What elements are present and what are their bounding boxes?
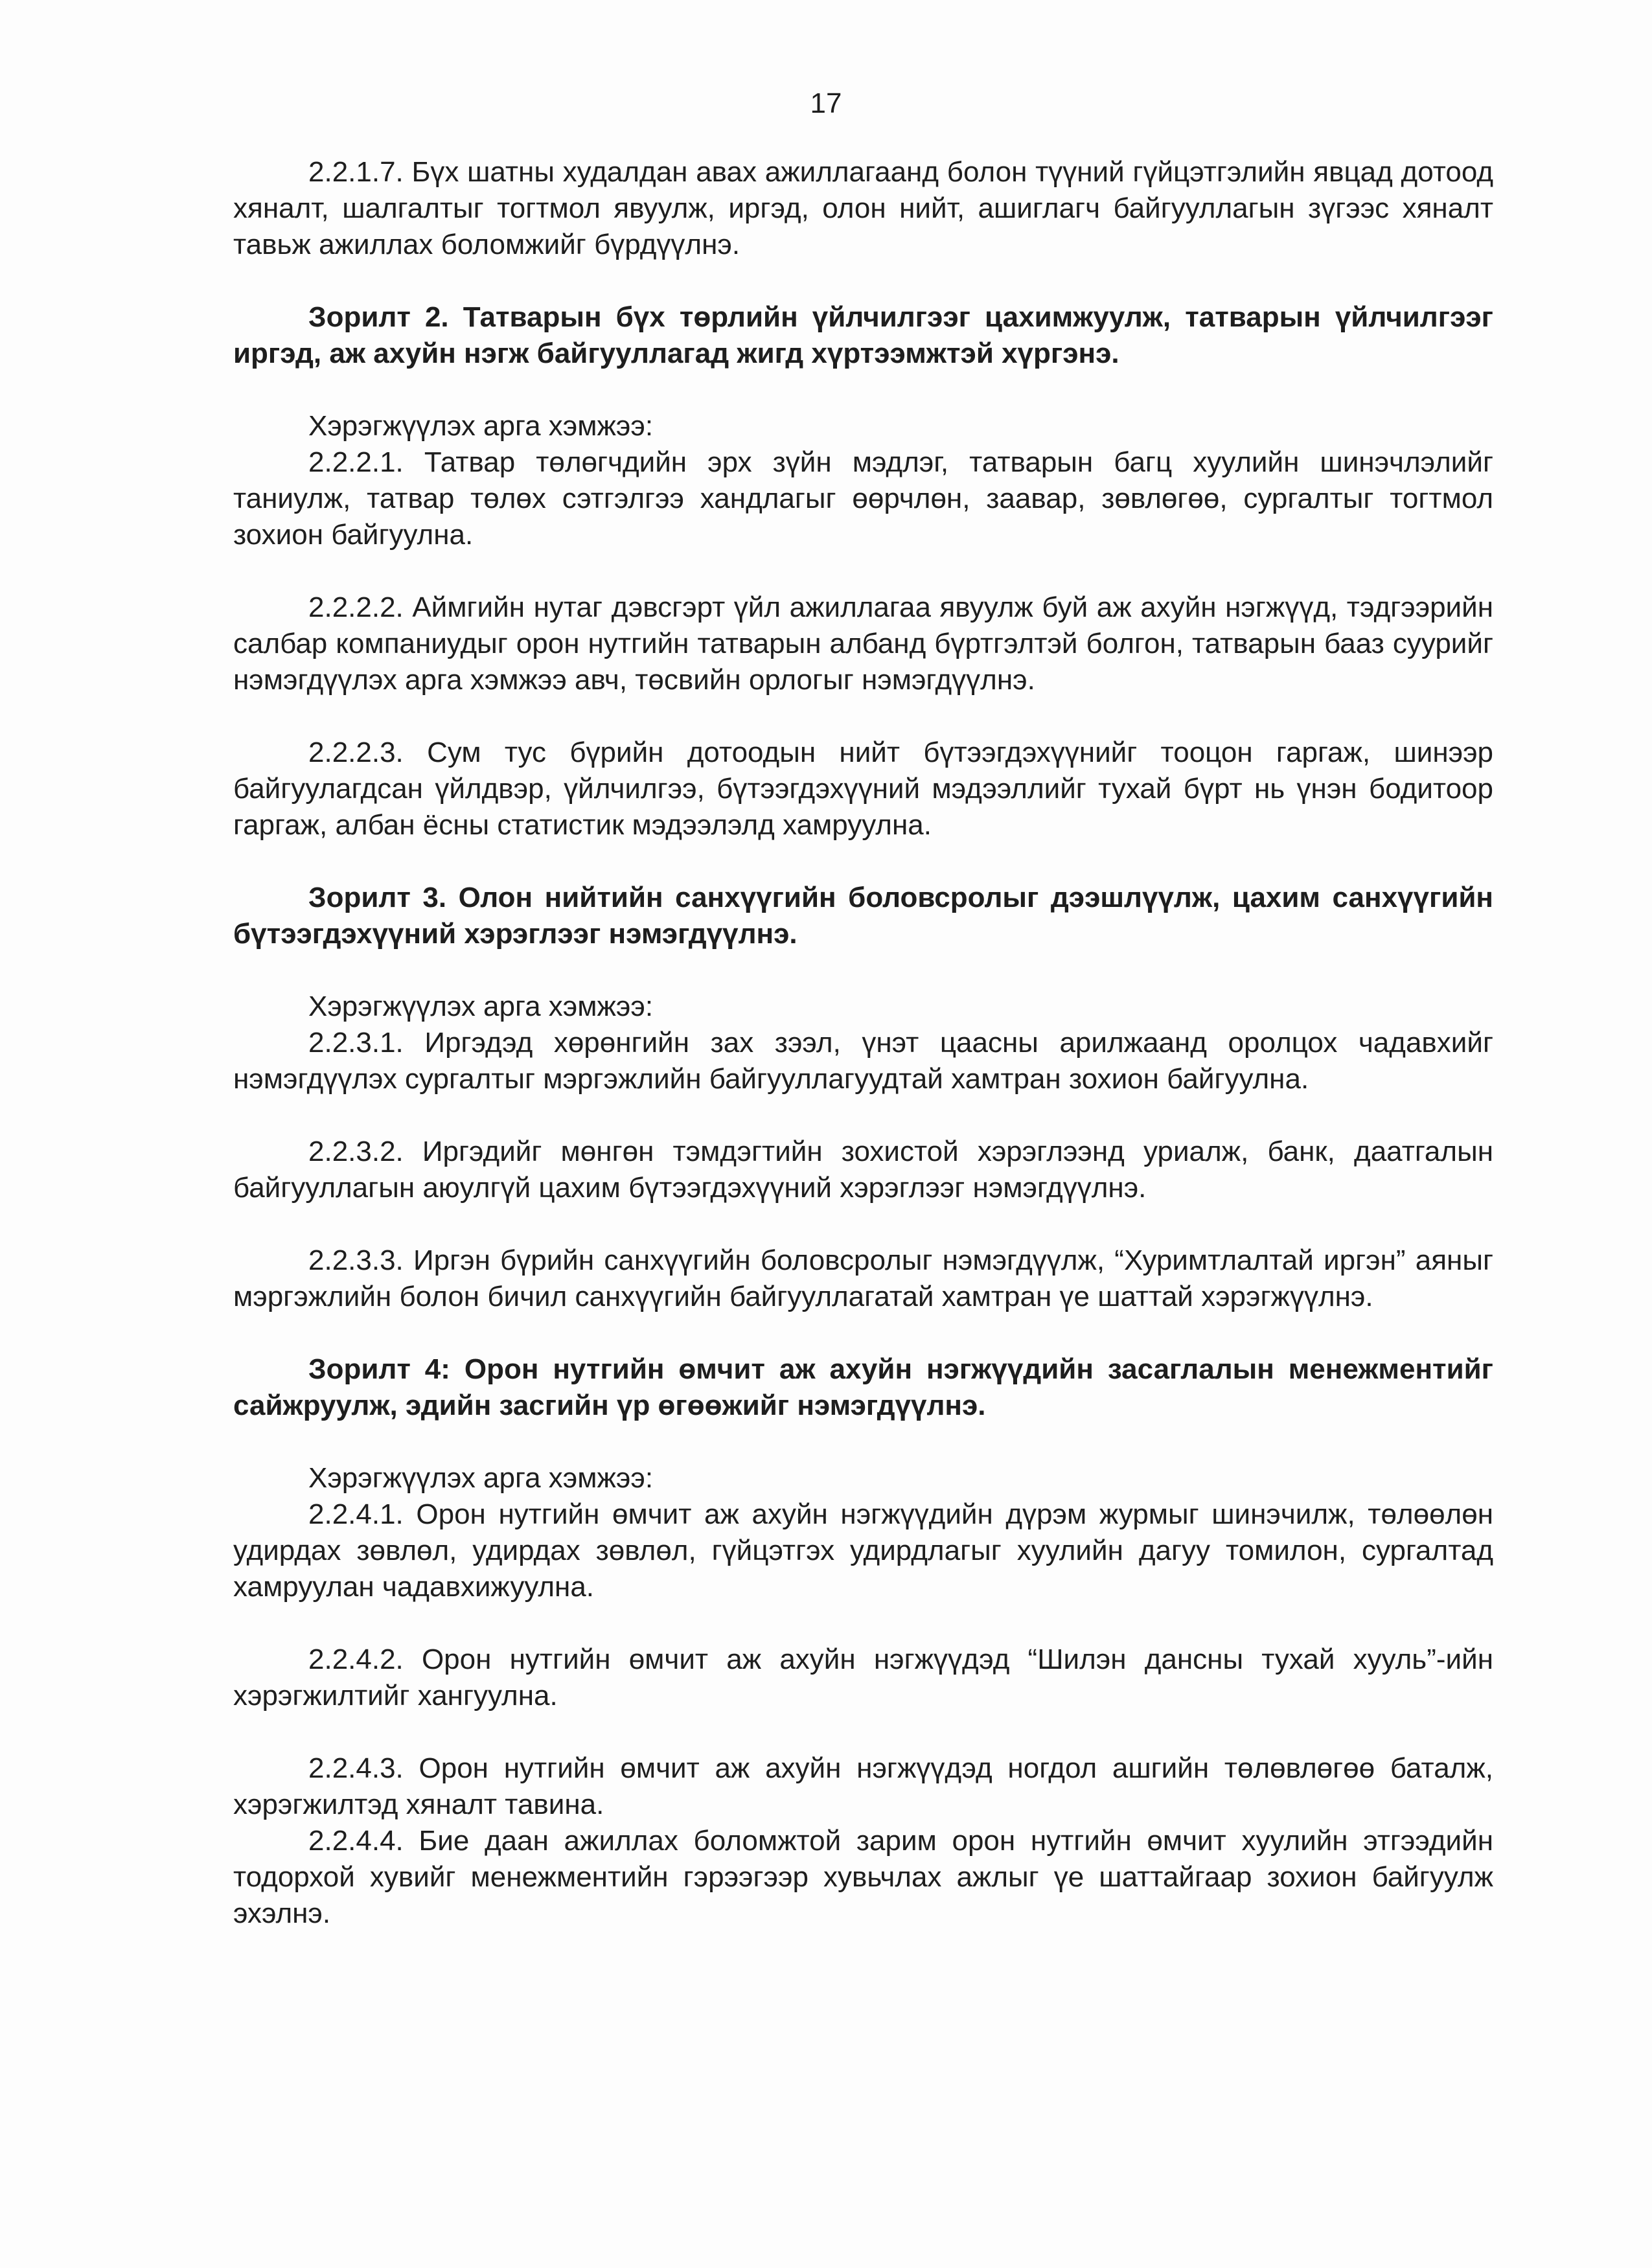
- paragraph-2-2-3-1: 2.2.3.1. Иргэдэд хөрөнгийн зах зээл, үнэт цаасны арилжаанд оролцох чадавхийг нэмэгдүүлэх сургалтыг мэргэжлийн байгууллагуудтай хамтран зохион байгуулна.: [233, 1027, 1493, 1095]
- paragraph-2-2-4-1: 2.2.4.1. Орон нутгийн өмчит аж ахуйн нэгжүүдийн дүрэм журмыг шинэчилж, төлөөлөн удирдах зөвлөл, удирдах зөвлөл, гүйцэтгэх удирдлагыг хуулийн дагуу томилон, сургалтад хамруулан чадавхижуулна.: [233, 1498, 1493, 1603]
- paragraph-2-2-2-2: 2.2.2.2. Аймгийн нутаг дэвсгэрт үйл ажиллагаа явуулж буй аж ахуйн нэгжүүд, тэдгээрийн салбар компаниудыг орон нутгийн татварын албанд бүртгэлтэй болгон, татварын бааз суурийг нэмэгдүүлэх арга хэмжээ авч, төсвийн орлогыг нэмэгдүүлнэ.: [233, 591, 1493, 696]
- paragraph-2-2-2-3: 2.2.2.3. Сум тус бүрийн дотоодын нийт бүтээгдэхүүнийг тооцон гаргаж, шинээр байгуулагдсан үйлдвэр, үйлчилгээ, бүтээгдэхүүний мэдээллийг тухай бүрт нь үнэн бодитоор гаргаж, албан ёсны статистик мэдээлэлд хамруулна.: [233, 737, 1493, 841]
- paragraph-2-2-4-2: 2.2.4.2. Орон нутгийн өмчит аж ахуйн нэгжүүдэд “Шилэн дансны тухай хууль”-ийн хэрэгжилтийг хангуулна.: [233, 1644, 1493, 1712]
- measures-label: Хэрэгжүүлэх арга хэмжээ:: [308, 1462, 654, 1494]
- goal-4-heading: Зорилт 4: Орон нутгийн өмчит аж ахуйн нэгжүүдийн засаглалын менежментийг сайжруулж, эдийн засгийн үр өгөөжийг нэмэгдүүлнэ.: [233, 1353, 1493, 1421]
- page-number: 17: [810, 87, 842, 119]
- goal-2-heading: Зорилт 2. Татварын бүх төрлийн үйлчилгээг цахимжуулж, татварын үйлчилгээг иргэд, аж ахуйн нэгж байгууллагад жигд хүртээмжтэй хүргэнэ.: [233, 301, 1493, 369]
- measures-label: Хэрэгжүүлэх арга хэмжээ:: [308, 410, 654, 442]
- paragraph-2-2-4-3: 2.2.4.3. Орон нутгийн өмчит аж ахуйн нэгжүүдэд ногдол ашгийн төлөвлөгөө баталж, хэрэгжилтэд хяналт тавина.: [233, 1752, 1493, 1820]
- measures-label: Хэрэгжүүлэх арга хэмжээ:: [308, 991, 654, 1022]
- paragraph-2-2-3-3: 2.2.3.3. Иргэн бүрийн санхүүгийн боловсролыг нэмэгдүүлж, “Хуримтлалтай иргэн” аяныг мэргэжлийн болон бичил санхүүгийн байгууллагатай хамтран үе шаттай хэрэгжүүлнэ.: [233, 1244, 1493, 1312]
- goal-3-heading: Зорилт 3. Олон нийтийн санхүүгийн боловсролыг дээшлүүлж, цахим санхүүгийн бүтээгдэхүүний хэрэглээг нэмэгдүүлнэ.: [233, 882, 1493, 950]
- paragraph-2-2-3-2: 2.2.3.2. Иргэдийг мөнгөн тэмдэгтийн зохистой хэрэглээнд уриалж, банк, даатгалын байгууллагын аюулгүй цахим бүтээгдэхүүний хэрэглээг нэмэгдүүлнэ.: [233, 1136, 1493, 1204]
- paragraph-2-2-1-7: 2.2.1.7. Бүх шатны худалдан авах ажиллагаанд болон түүний гүйцэтгэлийн явцад дотоод хяналт, шалгалтыг тогтмол явуулж, иргэд, олон нийт, ашиглагч байгууллагын зүгээс хяналт тавьж ажиллах боломжийг бүрдүүлнэ.: [233, 156, 1493, 260]
- document-body: [233, 154, 1493, 1932]
- paragraph-2-2-2-1: 2.2.2.1. Татвар төлөгчдийн эрх зүйн мэдлэг, татварын багц хуулийн шинэчлэлийг таниулж, татвар төлөх сэтгэлгээ хандлагыг өөрчлөн, заавар, зөвлөгөө, сургалтыг тогтмол зохион байгуулна.: [233, 446, 1493, 551]
- paragraph-2-2-4-4: 2.2.4.4. Бие даан ажиллах боломжтой зарим орон нутгийн өмчит хуулийн этгээдийн тодорхой хувийг менежментийн гэрээгээр хувьчлах ажлыг үе шаттайгаар зохион байгуулж эхэлнэ.: [233, 1825, 1493, 1929]
